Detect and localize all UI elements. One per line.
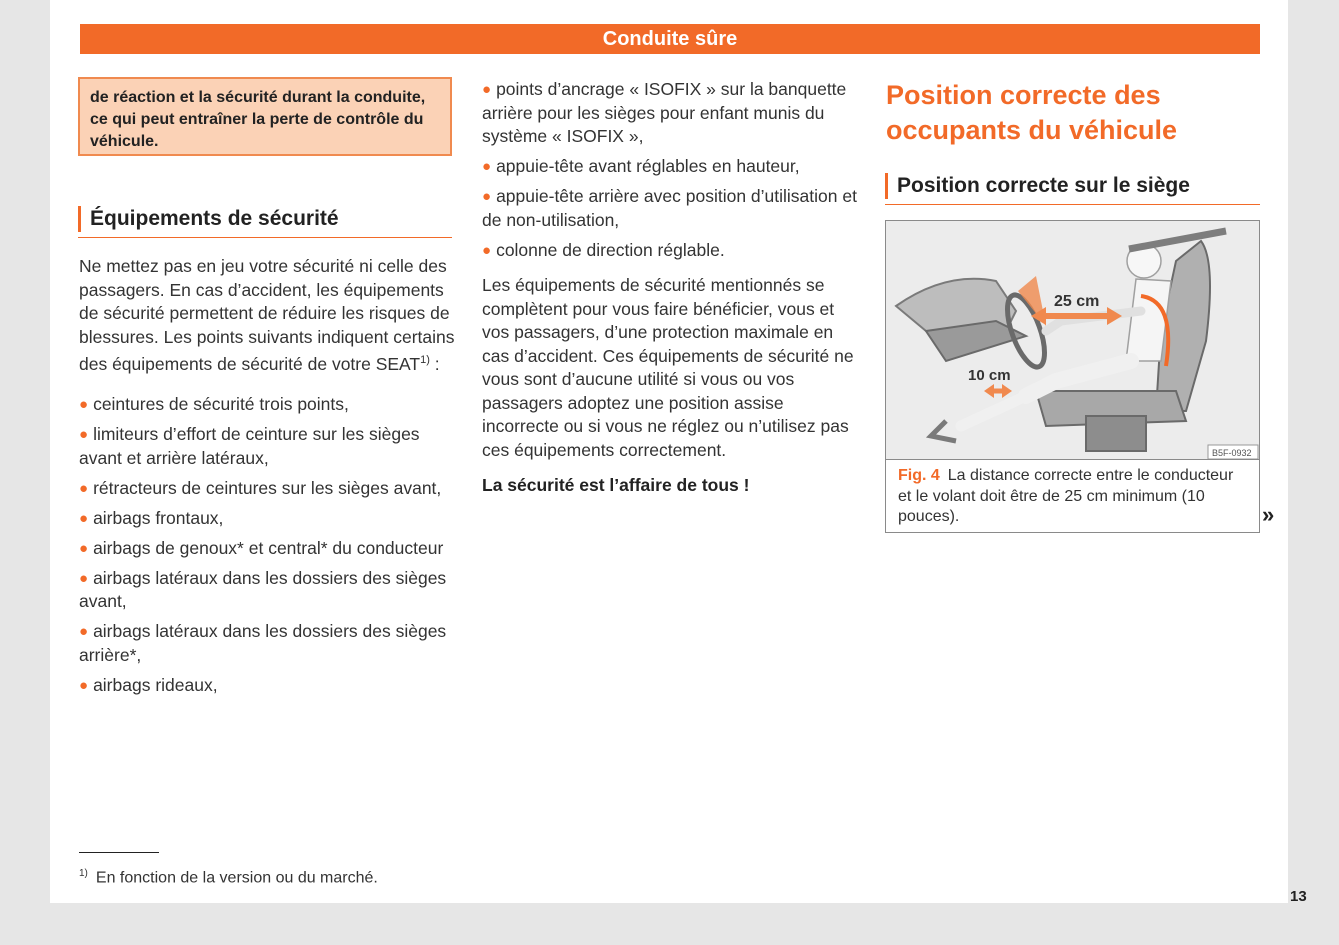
footnote-mark: 1) [79,868,88,879]
bullet-icon: ● [482,81,492,98]
list-item: ● colonne de direction réglable. [482,239,725,260]
bullet-icon: ● [79,479,89,497]
column-2 [482,78,860,498]
list-item: ● airbags latéraux dans les dossiers des sièges arrière*, [79,621,447,665]
list-item: ● airbags latéraux dans les dossiers des sièges avant, [79,567,447,612]
list-item: ● airbags frontaux, [79,507,224,528]
equipment-list-continued [482,78,860,262]
figure-caption [885,460,1260,533]
intro-paragraph [79,255,457,376]
equipment-list [79,393,457,697]
intro-end: : [429,353,440,374]
footnote [79,868,378,887]
figure-number: Fig. 4 [898,467,940,484]
summary-paragraph: Les équipements de sécurité mentionnés se complètent pour vous faire bénéficier, vous et vos passagers, d’une protection maximale en cas d’accident. Ces équipements de sécurité ne vous sont d’aucune utilité si vous ou vos passagers adoptez une position assise incorrecte ou si vous ne réglez ou n’utilisez pas ces équipements correctement. [482,275,854,460]
subsection-heading: Position correcte sur le siège [885,173,1190,199]
page-number: 13 [1290,888,1307,905]
bullet-icon: ● [482,158,492,175]
bullet-icon: ● [79,509,89,527]
intro-text: Ne mettez pas en jeu votre sécurité ni celle des passagers. En cas d’accident, les équipements de sécurité permettent de réduire les risques de blessures. Les points suivants indiquent certains des équipements de sécurité de votre SEAT [79,256,455,374]
bold-statement: La sécurité est l’affaire de tous ! [482,475,750,495]
footnote-ref: 1) [420,354,430,366]
figure-code: B5F-0932 [1212,448,1252,458]
warning-box: de réaction et la sécurité durant la conduite, ce qui peut entraîner la perte de contrôle du véhicule. [78,77,452,156]
seat-position-figure [885,220,1260,460]
list-item: ● appuie-tête arrière avec position d’utilisation et de non-utilisation, [482,186,857,230]
section-heading-rule [78,237,452,238]
distance-label-10: 10 cm [968,367,1011,384]
list-item: ● points d’ancrage « ISOFIX » sur la banquette arrière pour les sièges pour enfant munis du système « ISOFIX », [482,79,847,146]
page-title: Position correcte des occupants du véhicule [886,80,1178,145]
bullet-icon: ● [79,396,89,414]
bullet-icon: ● [79,426,89,444]
column-1 [79,255,457,704]
footnote-text: En fonction de la version ou du marché. [95,869,378,887]
section-heading: Équipements de sécurité [78,206,339,232]
bullet-icon: ● [79,539,89,557]
subsection-heading-rule [885,204,1260,205]
bullet-icon: ● [79,676,89,694]
distance-label-25: 25 cm [1054,293,1100,310]
footnote-rule [79,852,159,853]
bullet-icon: ● [79,623,89,641]
list-item: ● limiteurs d’effort de ceinture sur les sièges avant et arrière latéraux, [79,424,420,468]
list-item: ● rétracteurs de ceintures sur les sièges avant, [79,477,442,498]
bullet-icon: ● [482,241,492,259]
list-item: ● airbags rideaux, [79,674,218,695]
caption-text: La distance correcte entre le conducteur et le volant doit être de 25 cm minimum (10 pouces). [898,467,1234,525]
continue-marker: » [1262,502,1275,527]
header-title: Conduite sûre [80,24,1260,54]
list-item: ● ceintures de sécurité trois points, [79,394,349,415]
bullet-icon: ● [79,569,89,587]
bullet-icon: ● [482,188,492,205]
list-item: ● appuie-tête avant réglables en hauteur, [482,156,800,176]
list-item: ● airbags de genoux* et central* du conducteur [79,537,444,558]
seat-illustration [886,221,1260,460]
